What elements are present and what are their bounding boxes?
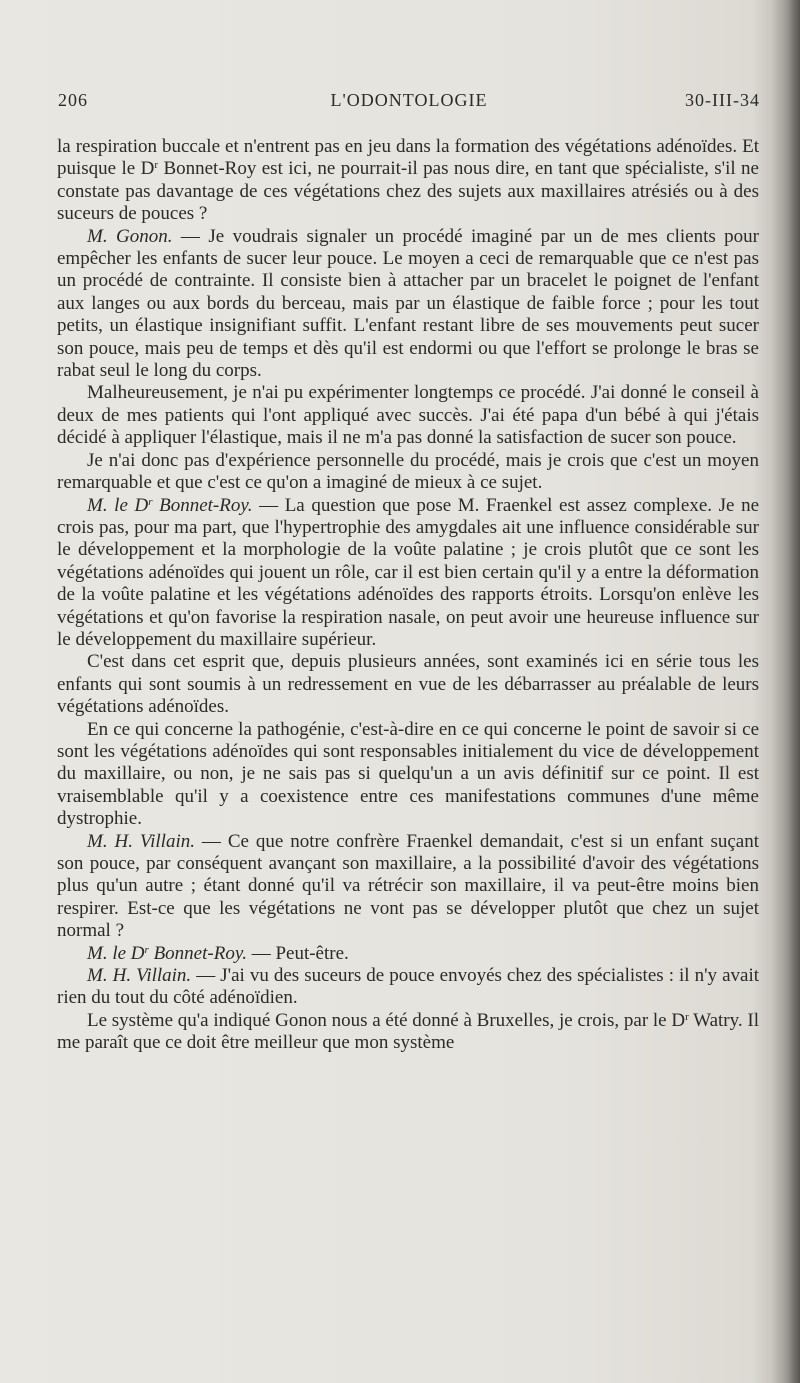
paragraph (57, 831, 759, 943)
page-number: 206 (58, 90, 88, 110)
paragraph-text: — J'ai vu des suceurs de pouce envoyés chez des spécialistes : il n'y avait rien du tout du côté adénoïdien. (57, 965, 759, 1009)
paragraph (57, 450, 759, 495)
speaker-name: M. H. Villain. (87, 830, 195, 852)
paragraph-text: la respiration buccale et n'entrent pas en jeu dans la formation des végétations adénoïdes. Et puisque le $D^r$ Bonnet-Roy est ici, ne pourrait-il pas nous dire, en tant que spécialiste, s'il ne constate pas davantage de ces végétations chez des sujets aux maxillaires atrésiés ou à des suceurs de pouces ? (57, 136, 759, 225)
paragraph (57, 226, 759, 383)
paragraph-text: C'est dans cet esprit que, depuis plusieurs années, sont examinés ici en série tous les enfants qui sont soumis à un redressement en vue de les débarrasser au préalable de leurs végétations adénoïdes. (57, 651, 759, 718)
paragraph-text: Malheureusement, je n'ai pu expérimenter longtemps ce procédé. J'ai donné le conseil à deux de mes patients qui l'ont appliqué avec succès. J'ai été papa d'un bébé à qui j'étais décidé à appliquer l'élastique, mais il ne m'a pas donné la satisfaction de sucer son pouce. (57, 382, 759, 449)
paragraph (57, 495, 759, 652)
speaker-name: M. H. Villain. (87, 965, 192, 987)
paragraph-text: Le système qu'a indiqué Gonon nous a été donné à Bruxelles, je crois, par le $D^r$ Watry. Il me paraît que ce doit être meilleur que mon système (57, 1009, 759, 1054)
paragraph (57, 719, 759, 831)
paragraph (57, 136, 759, 226)
journal-title: L'ODONTOLOGIE (330, 90, 488, 110)
paragraph-text: Je n'ai donc pas d'expérience personnelle du procédé, mais je crois que c'est un moyen remarquable et que c'est ce qu'on a imaginé de mieux à ce sujet. (57, 449, 759, 494)
paragraph (57, 943, 759, 965)
paragraph-text: — Ce que notre confrère Fraenkel demandait, c'est si un enfant suçant son pouce, par conséquent avançant son maxillaire, a la possibilité d'avoir des végétations plus qu'un autre ; étant donné qu'il va rétrécir son maxillaire, il va peut-être moins bien respirer. Est-ce que les végétations ne vont pas se développer plutôt que chez un sujet normal ? (57, 830, 759, 942)
paragraph-text: — Je voudrais signaler un procédé imaginé par un de mes clients pour empêcher les enfants de sucer leur pouce. Le moyen a ceci de remarquable que ce n'est pas un procédé de contrainte. Il consiste bien à attacher par un bracelet le poignet de l'enfant aux langes ou aux bords du berceau, mais par un élastique de faible force ; pour les tout petits, un élastique insignifiant suffit. L'enfant restant libre de ses mouvements peut sucer son pouce, mais peu de temps et dès qu'il est endormi ou que l'effort se prolonge le bras se rabat seul le long du corps. (57, 225, 759, 382)
paragraph (57, 1010, 759, 1055)
body-text (57, 136, 759, 1055)
speaker-name: M. le $D^r$ Bonnet-Roy. (87, 494, 253, 516)
paragraph (57, 382, 759, 449)
speaker-name: M. le $D^r$ Bonnet-Roy. (87, 942, 247, 964)
running-header (58, 90, 760, 116)
paragraph-text: — Peut-être. (251, 942, 349, 964)
issue-date: 30-III-34 (685, 90, 760, 110)
paragraph-text: — La question que pose M. Fraenkel est assez complexe. Je ne crois pas, pour ma part, que l'hypertrophie des amygdales ait une influence considérable sur le développement et la morphologie de la voûte palatine ; je crois plutôt que ce sont les végétations adénoïdes qui jouent un rôle, car il est bien certain qu'il y a entre la déformation de la voûte palatine et les végétations adénoïdes des rapports étroits. Lorsqu'on enlève les végétations et qu'on favorise la respiration nasale, on peut avoir une heureuse influence sur le développement du maxillaire supérieur. (57, 494, 759, 650)
paragraph-text: En ce qui concerne la pathogénie, c'est-à-dire en ce qui concerne le point de savoir si ce sont les végétations adénoïdes qui sont responsables initialement du vice de développement du maxillaire, ou non, je ne sais pas si quelqu'un a un avis définitif sur ce point. Il est vraisemblable qu'il y a coexistence entre ces manifestations communes d'une même dystrophie. (57, 718, 759, 830)
paragraph (57, 965, 759, 1010)
paragraph (57, 651, 759, 718)
speaker-name: M. Gonon. (87, 225, 173, 247)
binding-shadow (772, 0, 800, 1383)
